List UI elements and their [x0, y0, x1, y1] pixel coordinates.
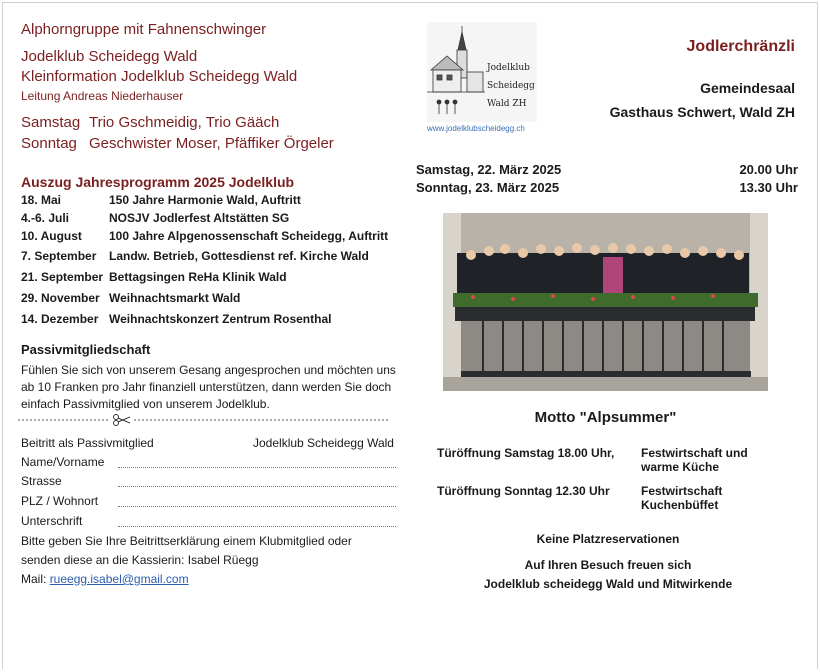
club-website-link[interactable]: www.jodelklubscheidegg.ch	[427, 124, 525, 133]
form-name-label: Name/Vorname	[21, 455, 105, 469]
program-date: 29. November	[21, 291, 100, 305]
program-date: 18. Mai	[21, 193, 62, 207]
motto: Motto "Alpsummer"	[534, 409, 677, 426]
program-row	[21, 249, 369, 263]
form-strasse-label: Strasse	[21, 474, 62, 488]
logo-line-2: Scheidegg	[487, 81, 535, 91]
form-unterschrift-label: Unterschrift	[21, 514, 83, 528]
club-logo	[427, 22, 537, 122]
program-row	[21, 211, 289, 225]
program-event: Bettagsingen ReHa Klinik Wald	[109, 270, 287, 284]
program-event: 150 Jahre Harmonie Wald, Auftritt	[109, 193, 301, 207]
date-row-saturday	[416, 162, 798, 177]
date-row-sunday	[416, 180, 798, 195]
schedule-saturday	[21, 114, 279, 131]
schedule-acts: Geschwister Moser, Pfäffiker Örgeler	[89, 135, 334, 152]
event-title: Jodlerchränzli	[686, 38, 795, 55]
logo-line-1: Jodelklub	[487, 63, 530, 73]
opening-label: Türöffnung Sonntag 12.30 Uhr	[437, 484, 610, 498]
form-plz-label: PLZ / Wohnort	[21, 494, 99, 508]
thanks-line-1: Auf Ihren Besuch freuen sich	[524, 558, 692, 572]
form-beitritt-label: Beitritt als Passivmitglied	[21, 436, 154, 450]
opening-sunday	[437, 484, 781, 512]
instruction-line-1: Bitte geben Sie Ihre Beitrittserklärung einem Klubmitglied oder	[21, 534, 352, 548]
program-date: 14. Dezember	[21, 312, 99, 326]
schedule-acts: Trio Gschmeidig, Trio Gääch	[89, 114, 280, 131]
event-date: Sonntag, 23. März 2025	[416, 180, 560, 195]
event-time: 13.30 Uhr	[739, 180, 798, 195]
heading-alphorn: Alphorngruppe mit Fahnenschwinger	[21, 21, 267, 38]
program-event: Weihnachtskonzert Zentrum Rosenthal	[109, 312, 332, 326]
unterschrift-field[interactable]	[118, 526, 396, 527]
group-photo	[443, 213, 768, 391]
name-field[interactable]	[118, 467, 396, 468]
logo-line-3: Wald ZH	[487, 99, 527, 109]
passiv-title: Passivmitgliedschaft	[21, 342, 151, 357]
event-time: 20.00 Uhr	[739, 162, 798, 177]
program-row	[21, 291, 240, 305]
program-event: 100 Jahre Alpgenossenschaft Scheidegg, Auftritt	[109, 229, 389, 243]
program-event: Landw. Betrieb, Gottesdienst ref. Kirche Wald	[109, 249, 369, 263]
program-row	[21, 270, 287, 284]
program-date: 10. August	[21, 229, 82, 243]
program-date: 4.-6. Juli	[21, 211, 70, 225]
heading-jodelklub: Jodelklub Scheidegg Wald	[21, 48, 198, 65]
mail-label: Mail:	[21, 572, 47, 586]
program-row	[21, 193, 301, 207]
program-title: Auszug Jahresprogramm 2025 Jodelklub	[21, 174, 295, 190]
scissors-cut-line	[18, 413, 388, 427]
scissors-icon	[114, 415, 131, 426]
opening-value: Festwirtschaft Kuchenbüffet	[641, 484, 723, 512]
schedule-day: Sonntag	[21, 135, 77, 152]
opening-value: Festwirtschaft und warme Küche	[641, 446, 748, 474]
program-date: 7. September	[21, 249, 97, 263]
strasse-field[interactable]	[118, 486, 396, 487]
schedule-day: Samstag	[21, 114, 81, 131]
form-beitritt-row	[21, 436, 154, 450]
form-club-label: Jodelklub Scheidegg Wald	[253, 436, 394, 450]
event-date: Samstag, 22. März 2025	[416, 162, 562, 177]
venue-line-2: Gasthaus Schwert, Wald ZH	[609, 104, 795, 120]
program-row	[21, 229, 388, 243]
heading-kleinformation: Kleinformation Jodelklub Scheidegg Wald	[21, 68, 298, 85]
plz-field[interactable]	[118, 506, 396, 507]
passiv-text: Fühlen Sie sich von unserem Gesang angesprochen und möchten uns ab 10 Franken pro Jahr finanziell unterstützen, dann werden Sie doch einfach Passivmitglied von unserem Jodelklub.	[21, 363, 396, 411]
no-reservation-note: Keine Platzreservationen	[536, 532, 680, 546]
instruction-line-2: senden diese an die Kassierin: Isabel Rüegg	[21, 553, 259, 567]
mail-row	[21, 572, 189, 586]
schedule-sunday	[21, 135, 334, 152]
program-event: Weihnachtsmarkt Wald	[109, 291, 241, 305]
mail-link[interactable]: rueegg.isabel@gmail.com	[49, 572, 189, 586]
thanks-line-2: Jodelklub scheidegg Wald und Mitwirkende	[483, 577, 733, 591]
venue-line-1: Gemeindesaal	[700, 80, 795, 96]
opening-saturday	[437, 446, 781, 474]
opening-label: Türöffnung Samstag 18.00 Uhr,	[437, 446, 615, 460]
program-row	[21, 312, 331, 326]
program-date: 21. September	[21, 270, 104, 284]
heading-leitung: Leitung Andreas Niederhauser	[21, 89, 184, 103]
program-event: NOSJV Jodlerfest Altstätten SG	[109, 211, 290, 225]
